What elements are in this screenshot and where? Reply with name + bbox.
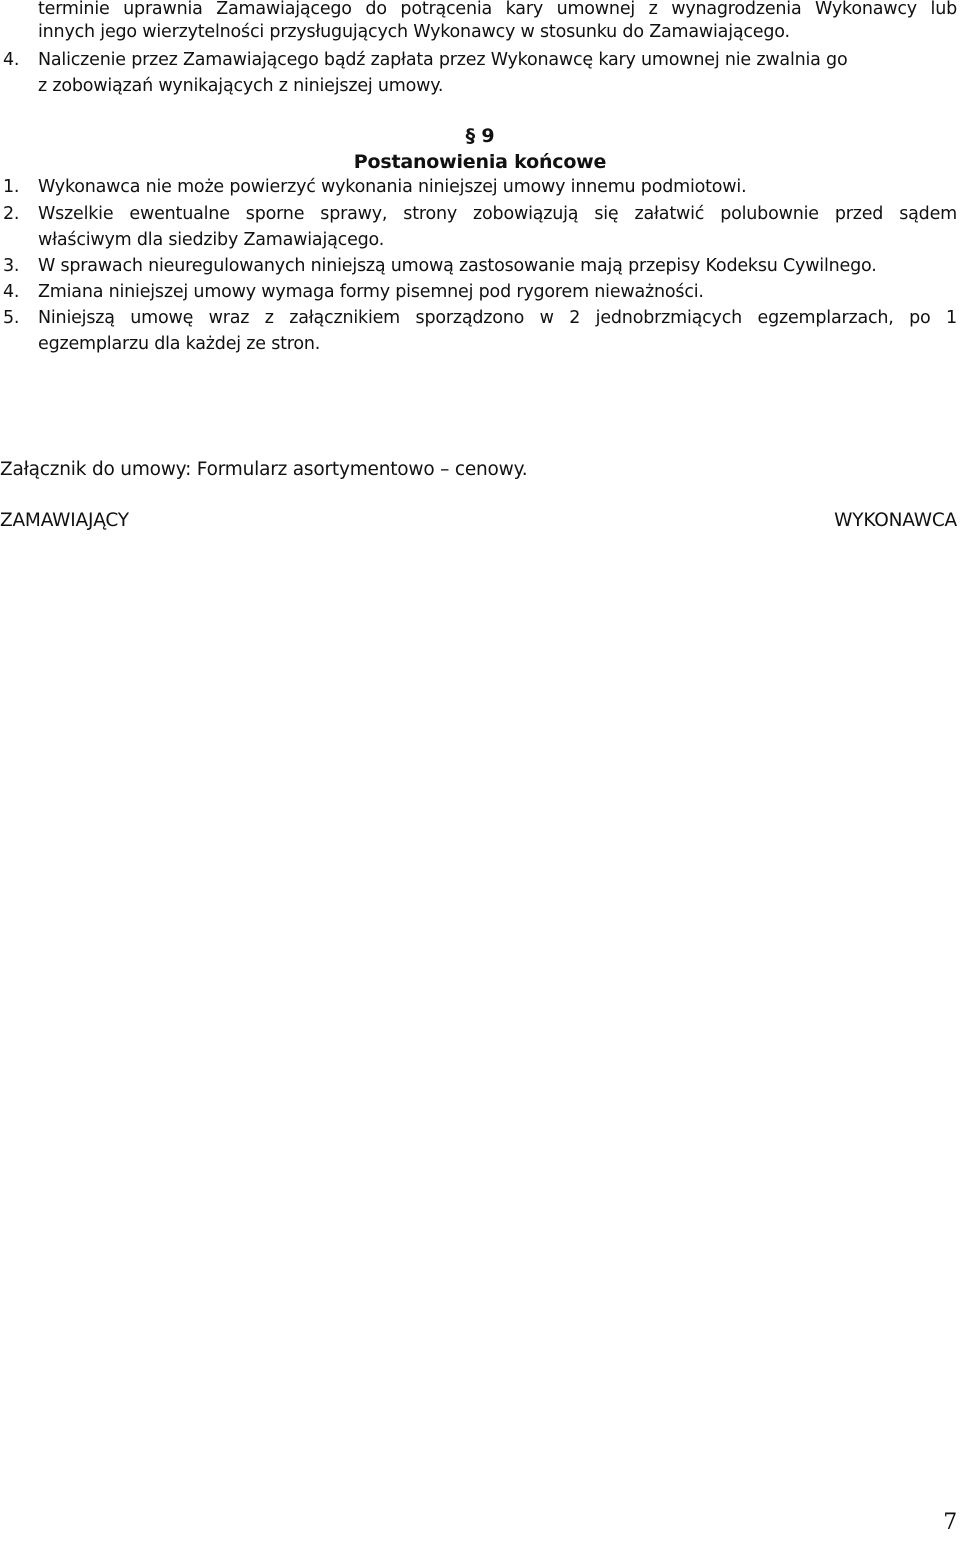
list-item-text: W sprawach nieuregulowanych niniejszą umową zastosowanie mają przepisy Kodeksu Cywilnego.: [38, 256, 877, 276]
list-item-text: egzemplarzu dla każdej ze stron.: [38, 334, 321, 354]
section-title: Postanowienia końcowe: [353, 151, 607, 173]
list-number: 2.: [3, 204, 20, 224]
paragraph-line: terminie uprawnia Zamawiającego do potrącenia kary umownej z wynagrodzenia Wykonawcy lub: [38, 0, 957, 19]
attachment-note: Załącznik do umowy: Formularz asortymentowo – cenowy.: [0, 459, 528, 480]
signature-right-label: WYKONAWCA: [834, 510, 957, 531]
page-number: 7: [943, 1510, 957, 1535]
section-number: § 9: [465, 125, 495, 147]
paragraph-line: Naliczenie przez Zamawiającego bądź zapłata przez Wykonawcę kary umownej nie zwalnia go: [38, 50, 848, 70]
list-item-text: Wykonawca nie może powierzyć wykonania niniejszej umowy innemu podmiotowi.: [38, 177, 747, 197]
list-item-text: właściwym dla siedziby Zamawiającego.: [38, 230, 385, 250]
list-item-text: Wszelkie ewentualne sporne sprawy, strony zobowiązują się załatwić polubownie przed sądem: [38, 204, 957, 224]
list-number: 5.: [3, 308, 20, 328]
list-item-text: Zmiana niniejszej umowy wymaga formy pisemnej pod rygorem nieważności.: [38, 282, 704, 302]
list-number: 3.: [3, 256, 20, 276]
list-number: 1.: [3, 177, 20, 197]
list-item-text: Niniejszą umowę wraz z załącznikiem sporządzono w 2 jednobrzmiących egzemplarzach, po 1: [38, 308, 957, 328]
list-number: 4.: [3, 50, 20, 70]
list-number: 4.: [3, 282, 20, 302]
signature-left-label: ZAMAWIAJĄCY: [0, 510, 129, 531]
paragraph-line: innych jego wierzytelności przysługujących Wykonawcy w stosunku do Zamawiającego.: [38, 22, 790, 42]
paragraph-line: z zobowiązań wynikających z niniejszej umowy.: [38, 76, 444, 96]
